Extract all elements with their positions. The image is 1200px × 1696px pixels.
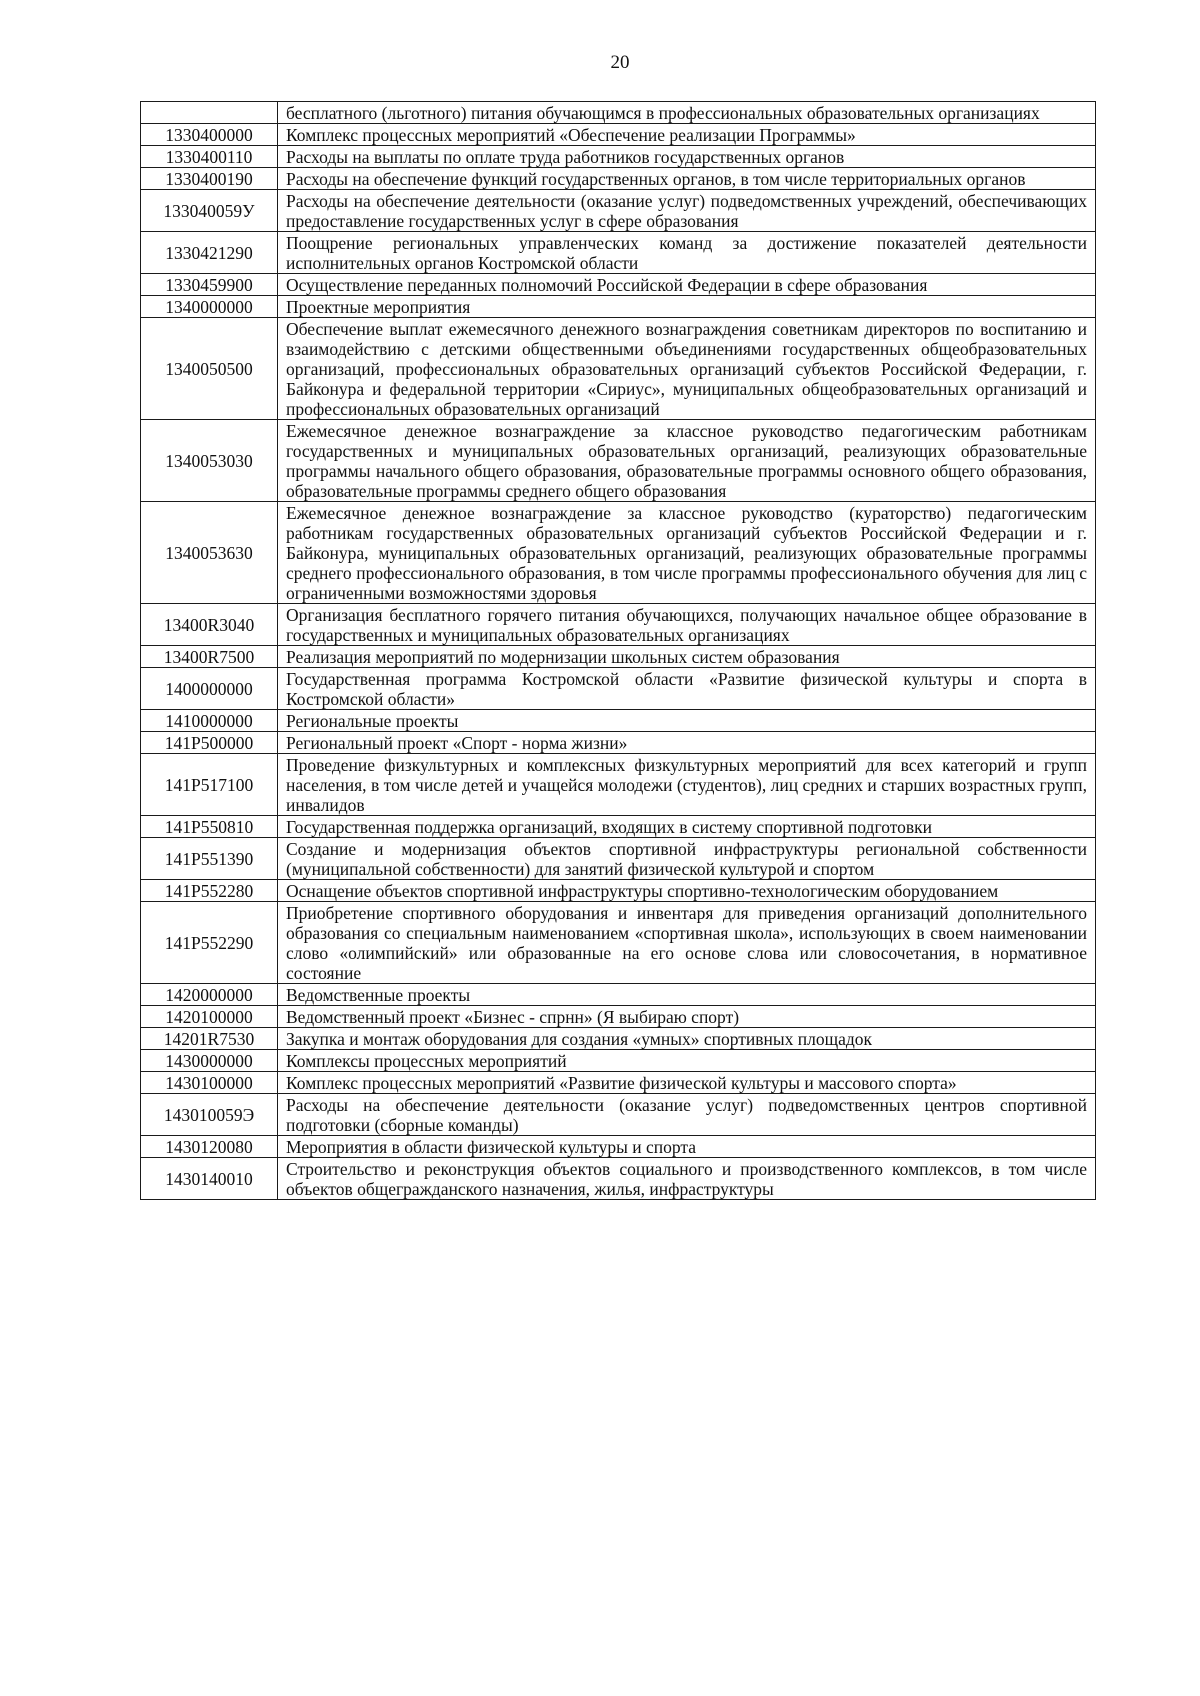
description-cell: Комплекс процессных мероприятий «Обеспечение реализации Программы» <box>278 124 1096 146</box>
description-cell: Ведомственные проекты <box>278 984 1096 1006</box>
target-code-cell: 1420100000 <box>141 1006 278 1028</box>
description-cell: Государственная программа Костромской области «Развитие физической культуры и спорта в Костромской области» <box>278 668 1096 710</box>
target-code-cell: 143010059Э <box>141 1094 278 1136</box>
description-cell: Мероприятия в области физической культуры и спорта <box>278 1136 1096 1158</box>
description-cell: Оснащение объектов спортивной инфраструктуры спортивно-технологическим оборудованием <box>278 880 1096 902</box>
description-cell: Организация бесплатного горячего питания обучающихся, получающих начальное общее образование в государственных и муниципальных образовательных организациях <box>278 604 1096 646</box>
target-code-cell: 1330400110 <box>141 146 278 168</box>
budget-classification-table <box>140 101 1096 1200</box>
table-row <box>141 754 1096 816</box>
target-code-cell: 1340053630 <box>141 502 278 604</box>
target-code-cell: 141P500000 <box>141 732 278 754</box>
table-row <box>141 274 1096 296</box>
description-cell: Ведомственный проект «Бизнес - спрнн» (Я выбираю спорт) <box>278 1006 1096 1028</box>
description-cell: Проведение физкультурных и комплексных физкультурных мероприятий для всех категорий и групп населения, в том числе детей и учащейся молодежи (студентов), лиц средних и старших возрастных групп, инвалидов <box>278 754 1096 816</box>
target-code-cell: 141P550810 <box>141 816 278 838</box>
target-code-cell: 1400000000 <box>141 668 278 710</box>
table-row <box>141 124 1096 146</box>
table-row <box>141 420 1096 502</box>
table-row <box>141 318 1096 420</box>
target-code-cell: 141P552290 <box>141 902 278 984</box>
target-code-cell: 1340000000 <box>141 296 278 318</box>
table-row <box>141 1094 1096 1136</box>
target-code-cell: 1420000000 <box>141 984 278 1006</box>
target-code-cell: 1330400000 <box>141 124 278 146</box>
page-number: 20 <box>610 52 630 73</box>
description-cell: Ежемесячное денежное вознаграждение за классное руководство педагогическим работникам государственных и муниципальных образовательных организаций, реализующих образовательные программы начального общего образования, образовательные программы основного общего образования, образовательные программы среднего общего образования <box>278 420 1096 502</box>
table-row <box>141 102 1096 124</box>
description-cell: Обеспечение выплат ежемесячного денежного вознаграждения советникам директоров по воспитанию и взаимодействию с детскими общественными объединениями государственных общеобразовательных организаций, профессиональных образовательных организаций субъектов Российской Федерации, г. Байконура и федеральной территории «Сириус», муниципальных общеобразовательных организаций и профессиональных образовательных организаций <box>278 318 1096 420</box>
description-cell: Расходы на обеспечение деятельности (оказание услуг) подведомственных центров спортивной подготовки (сборные команды) <box>278 1094 1096 1136</box>
table-row <box>141 1136 1096 1158</box>
table-row <box>141 502 1096 604</box>
target-code-cell: 1330459900 <box>141 274 278 296</box>
target-code-cell <box>141 102 278 124</box>
description-cell: Осуществление переданных полномочий Российской Федерации в сфере образования <box>278 274 1096 296</box>
target-code-cell: 1430120080 <box>141 1136 278 1158</box>
table-row <box>141 880 1096 902</box>
target-code-cell: 141P551390 <box>141 838 278 880</box>
description-cell: Строительство и реконструкция объектов социального и производственного комплексов, в том числе объектов общегражданского назначения, жилья, инфраструктуры <box>278 1158 1096 1200</box>
description-cell: Поощрение региональных управленческих команд за достижение показателей деятельности исполнительных органов Костромской области <box>278 232 1096 274</box>
table-row <box>141 1158 1096 1200</box>
table-row <box>141 1028 1096 1050</box>
description-cell: Проектные мероприятия <box>278 296 1096 318</box>
description-cell: Создание и модернизация объектов спортивной инфраструктуры региональной собственности (муниципальной собственности) для занятий физической культурой и спортом <box>278 838 1096 880</box>
target-code-cell: 1340050500 <box>141 318 278 420</box>
description-cell: Комплекс процессных мероприятий «Развитие физической культуры и массового спорта» <box>278 1072 1096 1094</box>
target-code-cell: 141P517100 <box>141 754 278 816</box>
table-row <box>141 646 1096 668</box>
description-cell: Государственная поддержка организаций, входящих в систему спортивной подготовки <box>278 816 1096 838</box>
target-code-cell: 1430140010 <box>141 1158 278 1200</box>
target-code-cell: 141P552280 <box>141 880 278 902</box>
table-row <box>141 710 1096 732</box>
table-row <box>141 1006 1096 1028</box>
target-code-cell: 1430000000 <box>141 1050 278 1072</box>
table-row <box>141 296 1096 318</box>
description-cell: Расходы на обеспечение деятельности (оказание услуг) подведомственных учреждений, обеспечивающих предоставление государственных услуг в сфере образования <box>278 190 1096 232</box>
table-row <box>141 732 1096 754</box>
target-code-cell: 1430100000 <box>141 1072 278 1094</box>
description-cell: Ежемесячное денежное вознаграждение за классное руководство (кураторство) педагогическим работникам государственных образовательных организаций субъектов Российской Федерации и г. Байконура, муниципальных образовательных организаций, реализующих образовательные программы среднего профессионального образования, в том числе программы профессионального обучения для лиц с ограниченными возможностями здоровья <box>278 502 1096 604</box>
table-row <box>141 984 1096 1006</box>
description-cell: Расходы на выплаты по оплате труда работников государственных органов <box>278 146 1096 168</box>
description-cell: Комплексы процессных мероприятий <box>278 1050 1096 1072</box>
target-code-cell: 133040059У <box>141 190 278 232</box>
description-cell: Расходы на обеспечение функций государственных органов, в том числе территориальных органов <box>278 168 1096 190</box>
table-row <box>141 1072 1096 1094</box>
table-row <box>141 146 1096 168</box>
target-code-cell: 13400R7500 <box>141 646 278 668</box>
target-code-cell: 14201R7530 <box>141 1028 278 1050</box>
table-row <box>141 1050 1096 1072</box>
description-cell: бесплатного (льготного) питания обучающимся в профессиональных образовательных организациях <box>278 102 1096 124</box>
target-code-cell: 1330421290 <box>141 232 278 274</box>
table-row <box>141 232 1096 274</box>
description-cell: Региональные проекты <box>278 710 1096 732</box>
table-row <box>141 816 1096 838</box>
table-row <box>141 668 1096 710</box>
description-cell: Закупка и монтаж оборудования для создания «умных» спортивных площадок <box>278 1028 1096 1050</box>
target-code-cell: 1340053030 <box>141 420 278 502</box>
description-cell: Региональный проект «Спорт - норма жизни» <box>278 732 1096 754</box>
table-row <box>141 168 1096 190</box>
table-row <box>141 838 1096 880</box>
table-row <box>141 902 1096 984</box>
description-cell: Приобретение спортивного оборудования и инвентаря для приведения организаций дополнительного образования со специальным наименованием «спортивная школа», использующих в своем наименовании слово «олимпийский» или образованные на его основе слова или словосочетания, в нормативное состояние <box>278 902 1096 984</box>
target-code-cell: 1330400190 <box>141 168 278 190</box>
description-cell: Реализация мероприятий по модернизации школьных систем образования <box>278 646 1096 668</box>
target-code-cell: 1410000000 <box>141 710 278 732</box>
table-row <box>141 604 1096 646</box>
target-code-cell: 13400R3040 <box>141 604 278 646</box>
table-row <box>141 190 1096 232</box>
